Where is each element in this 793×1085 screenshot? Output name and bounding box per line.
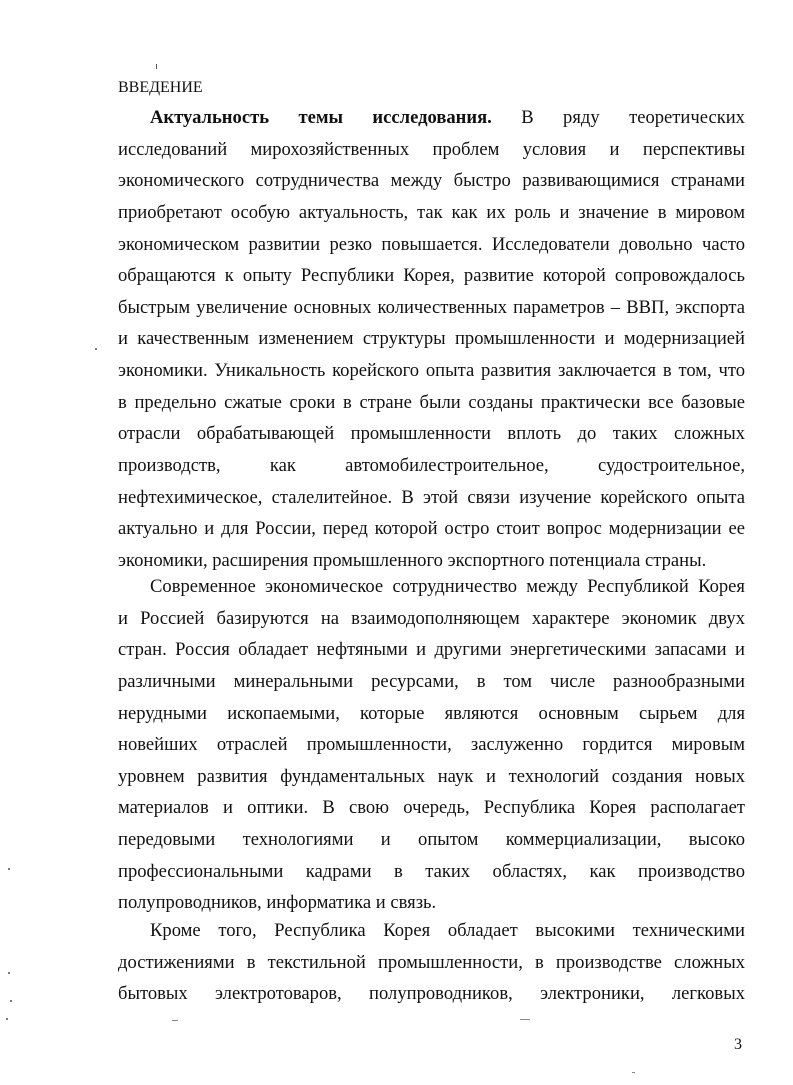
paragraph-cooperation: [118, 571, 745, 919]
paragraph-line: материалов и оптики. В свою очередь, Республика Корея располагает: [118, 797, 745, 819]
paragraph-line: стран. Россия обладает нефтяными и другими энергетическими запасами и: [118, 639, 745, 661]
scan-speck: [6, 1018, 8, 1020]
paragraph-line: производств, как автомобилестроительное, судостроительное,: [118, 455, 745, 477]
paragraph-line: профессиональными кадрами в таких областях, как производство: [118, 860, 745, 882]
page-number: 3: [734, 1036, 742, 1053]
paragraph-line: Современное экономическое сотрудничество между Республикой Корея: [150, 576, 745, 597]
paragraph-line: экономическом развитии резко повышается. Исследователи довольно часто: [118, 233, 745, 255]
scan-speck: [632, 1072, 635, 1073]
paragraph-line: актуально и для России, перед которой остро стоит вопрос модернизации ее: [118, 518, 745, 540]
scan-speck: [8, 972, 10, 974]
scan-speck: [95, 348, 97, 350]
paragraph-line: достижениями в текстильной промышленности, в производстве сложных: [118, 951, 745, 973]
scan-speck: [172, 1020, 178, 1021]
paragraph-achievements: [118, 915, 745, 1010]
bold-lead: Актуальность темы исследования.: [150, 107, 492, 128]
paragraph-line: и Россией базируются на взаимодополняющем характере экономик двух: [118, 607, 745, 629]
paragraph-line: нефтехимическое, сталелитейное. В этой связи изучение корейского опыта: [118, 486, 745, 508]
paragraph-line: различными минеральными ресурсами, в том числе разнообразными: [118, 670, 745, 692]
line-text: В ряду теоретических: [521, 107, 745, 128]
scan-speck: [156, 64, 157, 69]
paragraph-line: Кроме того, Республика Корея обладает высокими техническими: [150, 920, 745, 941]
paragraph-relevance: [118, 102, 745, 577]
paragraph-line: обращаются к опыту Республики Корея, развитие которой сопровождалось: [118, 265, 745, 287]
paragraph-line: в предельно сжатые сроки в стране были созданы практически все базовые: [118, 391, 745, 413]
paragraph-line: нерудными ископаемыми, которые являются основным сырьем для: [118, 702, 745, 724]
paragraph-line: [118, 102, 745, 134]
paragraph-line: экономики. Уникальность корейского опыта развития заключается в том, что: [118, 360, 745, 382]
paragraph-line: полупроводников, информатика и связь.: [118, 892, 437, 914]
paragraph-line: отрасли обрабатывающей промышленности вплоть до таких сложных: [118, 423, 745, 445]
paragraph-line: приобретают особую актуальность, так как их роль и значение в мировом: [118, 201, 745, 223]
paragraph-line: экономического сотрудничества между быстро развивающимися странами: [118, 170, 745, 192]
paragraph-line: новейших отраслей промышленности, заслуженно гордится мировым: [118, 734, 745, 756]
scan-speck: [10, 1000, 12, 1002]
paragraph-line: и качественным изменением структуры промышленности и модернизацией: [118, 328, 745, 350]
scan-speck: [520, 1019, 530, 1020]
scan-speck: [8, 868, 10, 870]
paragraph-line: бытовых электротоваров, полупроводников, электроники, легковых: [118, 983, 745, 1005]
section-heading: ВВЕДЕНИЕ: [118, 79, 203, 96]
paragraph-line: быстрым увеличение основных количественных параметров – ВВП, экспорта: [118, 296, 745, 318]
paragraph-line: передовыми технологиями и опытом коммерциализации, высоко: [118, 829, 745, 851]
paragraph-line: исследований мирохозяйственных проблем условия и перспективы: [118, 138, 745, 160]
paragraph-line: экономики, расширения промышленного экспортного потенциала страны.: [118, 549, 707, 571]
paragraph-line: уровнем развития фундаментальных наук и технологий создания новых: [118, 765, 745, 787]
